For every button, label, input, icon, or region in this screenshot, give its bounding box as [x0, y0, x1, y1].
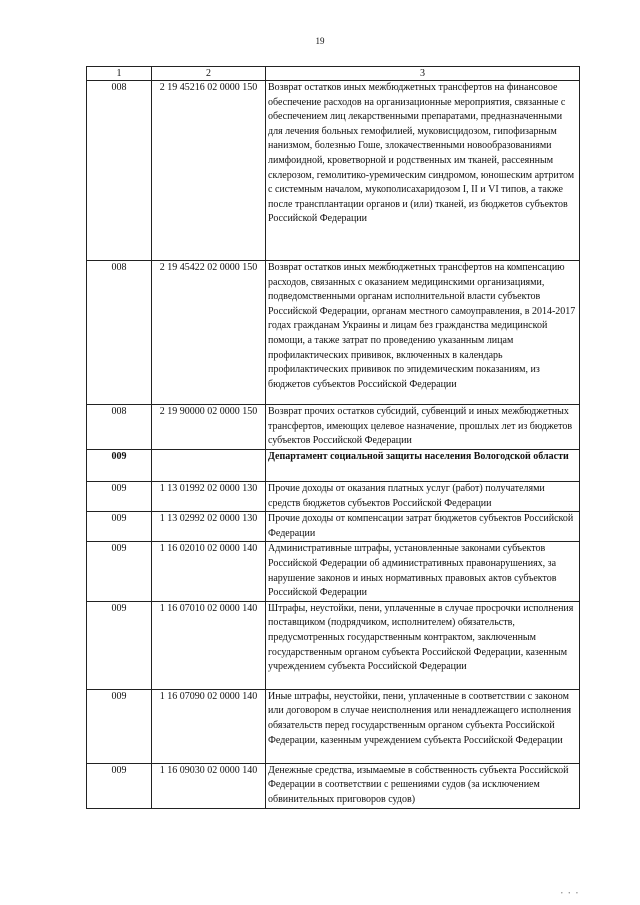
admin-code-cell: 008 — [87, 261, 152, 405]
budget-code-cell: 2 19 45216 02 0000 150 — [152, 81, 266, 261]
admin-code-cell: 008 — [87, 405, 152, 450]
table-header-row — [87, 67, 580, 81]
header-col-3: 3 — [266, 67, 580, 81]
budget-code-cell: 1 16 09030 02 0000 140 — [152, 763, 266, 808]
admin-code-cell: 009 — [87, 512, 152, 542]
table-row — [87, 763, 580, 808]
scan-artifact-mark: • • • — [560, 891, 580, 897]
admin-code-cell: 009 — [87, 542, 152, 601]
description-cell: Прочие доходы от оказания платных услуг (работ) получателями средств бюджетов субъектов Российской Федерации — [266, 482, 580, 512]
section-row — [87, 450, 580, 482]
admin-code-cell: 009 — [87, 601, 152, 689]
header-col-2: 2 — [152, 67, 266, 81]
description-cell: Денежные средства, изымаемые в собственность субъекта Российской Федерации в соответствии с решениями судов (за исключением обвинительных приговоров судов) — [266, 763, 580, 808]
admin-code-cell: 009 — [87, 450, 152, 482]
description-cell: Возврат прочих остатков субсидий, субвенций и иных межбюджетных трансфертов, имеющих целевое назначение, прошлых лет из бюджетов субъектов Российской Федерации — [266, 405, 580, 450]
table-row — [87, 601, 580, 689]
budget-code-cell: 2 19 45422 02 0000 150 — [152, 261, 266, 405]
admin-code-cell: 008 — [87, 81, 152, 261]
description-cell: Возврат остатков иных межбюджетных трансфертов на компенсацию расходов, связанных с оказанием медицинскими организациями, подведомственными органам исполнительной власти субъектов Российской Федерации, органам местного самоуправления, в 2014-2017 годах гражданам Украины и лицам без гражданства медицинской помощи, а также затрат по проведению указанным лицам профилактических прививок, включенных в календарь профилактических прививок по эпидемическим показаниям, из бюджетов субъектов Российской Федерации — [266, 261, 580, 405]
table-row — [87, 542, 580, 601]
page-number: 19 — [315, 36, 325, 46]
table-row — [87, 261, 580, 405]
admin-code-cell: 009 — [87, 689, 152, 763]
description-cell: Иные штрафы, неустойки, пени, уплаченные в соответствии с законом или договором в случае неисполнения или ненадлежащего исполнения обязательств перед государственным органом субъекта Российской Федерации, казенным учреждением субъекта Российской Федерации — [266, 689, 580, 763]
table-row — [87, 512, 580, 542]
description-cell: Прочие доходы от компенсации затрат бюджетов субъектов Российской Федерации — [266, 512, 580, 542]
budget-code-cell: 2 19 90000 02 0000 150 — [152, 405, 266, 450]
budget-code-cell: 1 16 07010 02 0000 140 — [152, 601, 266, 689]
admin-code-cell: 009 — [87, 482, 152, 512]
table-row — [87, 482, 580, 512]
budget-code-cell: 1 13 02992 02 0000 130 — [152, 512, 266, 542]
admin-code-cell: 009 — [87, 763, 152, 808]
description-cell: Административные штрафы, установленные законами субъектов Российской Федерации об административных правонарушениях, за нарушение законов и иных нормативных правовых актов субъектов Российской Федерации — [266, 542, 580, 601]
table-row — [87, 81, 580, 261]
department-title-cell: Департамент социальной защиты населения Вологодской области — [266, 450, 580, 482]
income-codes-table — [86, 66, 580, 809]
description-cell: Возврат остатков иных межбюджетных трансфертов на финансовое обеспечение расходов на организационные мероприятия, связанные с обеспечением лиц лекарственными препаратами, предназначенными для лечения больных гемофилией, муковисцидозом, гипофизарным нанизмом, болезнью Гоше, злокачественными новообразованиями лимфоидной, кроветворной и родственных им тканей, рассеянным склерозом, гемолитико-уремическим синдромом, юношеским артритом с системным началом, мукополисахаридозом I, II и VI типов, а также после трансплантации органов и (или) тканей, из бюджетов субъектов Российской Федерации — [266, 81, 580, 261]
description-cell: Штрафы, неустойки, пени, уплаченные в случае просрочки исполнения поставщиком (подрядчиком, исполнителем) обязательств, предусмотренных государственным контрактом, заключенным государственным органом субъекта Российской Федерации, казенным учреждением субъекта Российской Федерации — [266, 601, 580, 689]
budget-code-cell — [152, 450, 266, 482]
budget-code-cell: 1 13 01992 02 0000 130 — [152, 482, 266, 512]
header-col-1: 1 — [87, 67, 152, 81]
budget-code-cell: 1 16 02010 02 0000 140 — [152, 542, 266, 601]
table-row — [87, 405, 580, 450]
budget-code-cell: 1 16 07090 02 0000 140 — [152, 689, 266, 763]
table-row — [87, 689, 580, 763]
